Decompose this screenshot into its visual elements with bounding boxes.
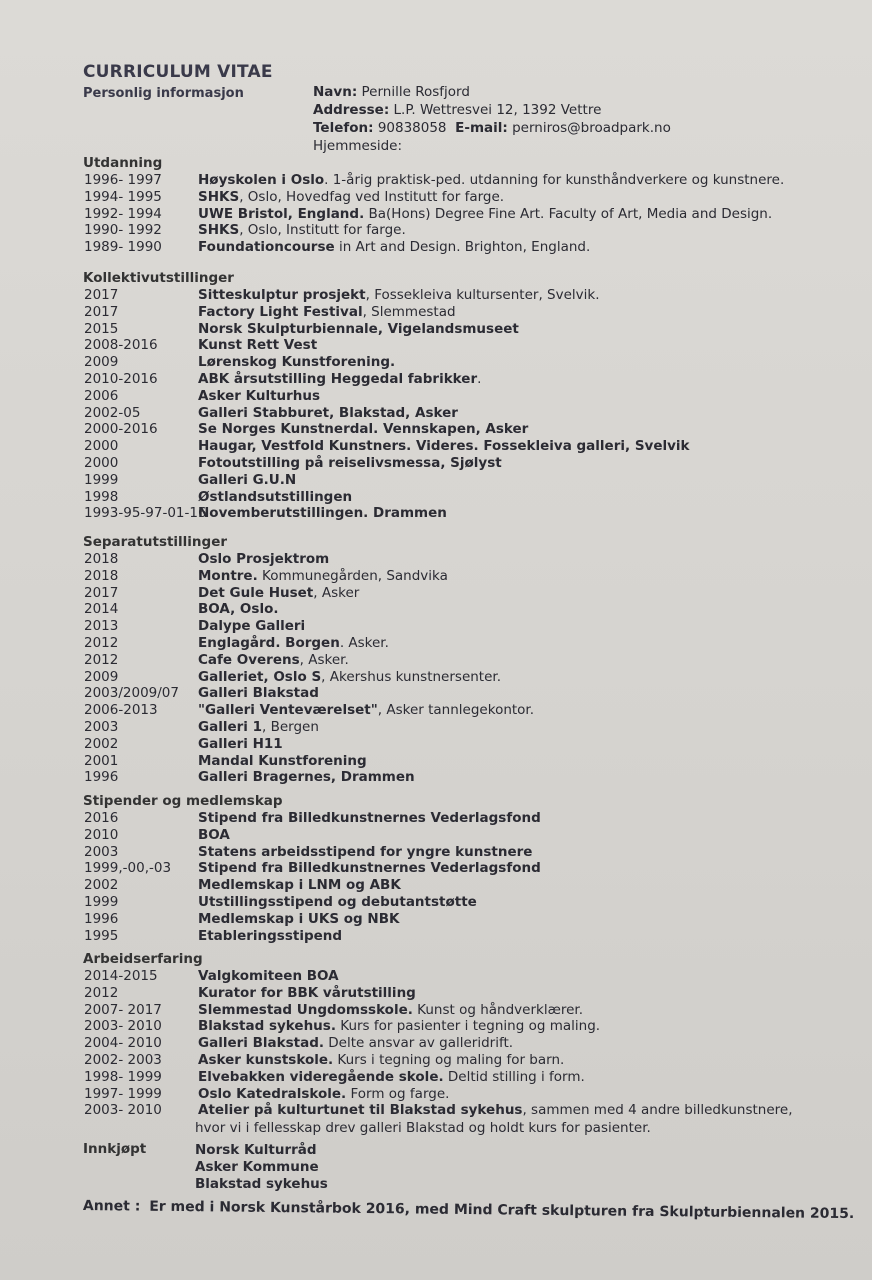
group-exhibitions-heading: Kollektivutstillinger: [83, 270, 234, 286]
entry-description: [198, 551, 329, 567]
entry-detail: Kunst og håndverklærer.: [412, 1001, 583, 1018]
entry-year: 2006: [84, 387, 119, 404]
footer-text: Er med i Norsk Kunstårbok 2016, med Mind Craft skulpturen fra Skulpturbiennalen 2015.: [149, 1198, 855, 1223]
entry-year: 2003: [84, 843, 119, 860]
entry-year: 1996- 1997: [84, 172, 162, 188]
entry-name: ABK årsutstilling Heggedal fabrikker: [198, 370, 478, 387]
contact-row: [313, 119, 671, 137]
entry-year: 2004- 2010: [84, 1035, 162, 1052]
entry-year: 1998: [84, 488, 119, 505]
entry-description: [198, 753, 367, 769]
homepage-label: Hjemmeside:: [313, 138, 403, 154]
entry-description: [198, 894, 477, 910]
entry-description: [198, 1102, 793, 1118]
entry-detail: , Bergen: [261, 718, 319, 735]
entry-year: 2002: [84, 877, 119, 894]
entry-name: Statens arbeidsstipend for yngre kunstnere: [198, 843, 533, 860]
email-label: E-mail:: [455, 120, 508, 136]
entry-year: 2012: [84, 651, 119, 668]
entry-year: 2006-2013: [84, 702, 158, 719]
entry-year: 2000: [84, 454, 119, 471]
entry-name: "Galleri Venteværelset": [198, 702, 378, 719]
work-heading: Arbeidserfaring: [83, 951, 203, 967]
entry-description: [198, 505, 447, 521]
email-value: perniros@broadpark.no: [512, 120, 671, 136]
entry-name: Galleri Stabburet, Blakstad, Asker: [198, 404, 458, 421]
entry-year: 2000: [84, 438, 119, 455]
entry-detail: , Asker: [313, 584, 360, 601]
entry-name: Galleri G.U.N: [198, 471, 297, 488]
entry-detail: . 1-årig praktisk-ped. utdanning for kunsthåndverkere og kunstnere.: [324, 172, 785, 188]
personal-info-block: [313, 83, 671, 155]
entry-description: [198, 911, 399, 927]
entry-year: 2012: [84, 984, 119, 1001]
entry-name: Etableringsstipend: [198, 927, 343, 944]
entry-name: Utstillingsstipend og debutantstøtte: [198, 893, 477, 910]
entry-year: 1999,-00,-03: [84, 860, 172, 877]
entry-name: Elvebakken videregående skole.: [198, 1068, 444, 1085]
entry-detail: .: [477, 370, 482, 387]
entry-name: Dalype Galleri: [198, 618, 306, 635]
entry-description: [198, 1002, 583, 1018]
entry-detail: in Art and Design. Brighton, England.: [334, 239, 591, 256]
entry-name: Galleriet, Oslo S: [198, 668, 322, 685]
entry-name: Factory Light Festival: [198, 303, 363, 320]
entry-name: Medlemskap i UKS og NBK: [198, 910, 400, 927]
purchased-item: Blakstad sykehus: [195, 1176, 328, 1192]
entry-description: [198, 455, 502, 471]
entry-description: [198, 568, 448, 584]
entry-description: [198, 769, 415, 785]
entry-name: Kunst Rett Vest: [198, 337, 318, 354]
entry-name: Mandal Kunstforening: [198, 752, 367, 769]
entry-detail: , Asker tannlegekontor.: [377, 702, 535, 719]
entry-description: [198, 421, 528, 437]
entry-name: Det Gule Huset: [198, 584, 314, 601]
entry-name: Østlandsutstillingen: [198, 488, 353, 505]
name-label: Navn:: [313, 84, 358, 100]
entry-year: 1989- 1990: [84, 239, 162, 256]
entry-detail: , Fossekleiva kultursenter, Svelvik.: [365, 287, 600, 303]
entry-name: Asker kunstskole.: [198, 1051, 334, 1068]
entry-detail: Kommunegården, Sandvika: [257, 567, 448, 584]
entry-year: 1999: [84, 471, 119, 488]
entry-description: [198, 860, 541, 876]
entry-detail: Deltid stilling i form.: [443, 1068, 585, 1085]
entry-description: [198, 472, 296, 488]
solo-exhibitions-heading: Separatutstillinger: [83, 534, 228, 550]
address-row: [313, 101, 671, 119]
entry-description: [198, 405, 458, 421]
entry-year: 2000-2016: [84, 421, 158, 438]
entry-name: Lørenskog Kunstforening.: [198, 354, 396, 371]
entry-year: 2001: [84, 752, 119, 769]
entry-year: 2002-05: [84, 404, 141, 421]
entry-description: [198, 337, 317, 353]
entry-description: [198, 304, 456, 320]
entry-name: Atelier på kulturtunet til Blakstad sykehus: [198, 1102, 523, 1119]
entry-description: [198, 1035, 513, 1051]
entry-name: Galleri Blakstad: [198, 685, 319, 702]
entry-year: 2010: [84, 826, 119, 843]
entry-description: [198, 371, 481, 387]
entry-name: Galleri Bragernes, Drammen: [198, 769, 415, 786]
entry-year: 1999: [84, 893, 119, 910]
entry-description: [198, 810, 541, 826]
entry-name: Englagård. Borgen: [198, 634, 340, 651]
name-row: [313, 83, 671, 101]
entry-description: [198, 985, 416, 1001]
entry-detail: Ba(Hons) Degree Fine Art. Faculty of Art, Media and Design.: [364, 205, 773, 222]
entry-description: [198, 321, 519, 337]
entry-name: SHKS: [198, 222, 240, 239]
entry-detail: , Oslo, Hovedfag ved Institutt for farge.: [239, 188, 505, 205]
entry-year: 1993-95-97-01-16: [84, 505, 207, 522]
phone-value: 90838058: [377, 120, 447, 136]
entry-year: 2009: [84, 668, 119, 685]
entry-name: Valgkomiteen BOA: [198, 968, 339, 984]
entry-description: [198, 239, 590, 255]
entry-name: SHKS: [198, 188, 240, 205]
entry-description: [198, 489, 352, 505]
entry-name: Cafe Overens: [198, 651, 300, 668]
entry-detail: . Asker.: [339, 634, 389, 651]
entry-year: 2018: [84, 567, 119, 584]
entry-name: Stipend fra Billedkunstnernes Vederlagsfond: [198, 810, 541, 826]
footer-label: Annet :: [82, 1198, 141, 1215]
address-label: Addresse:: [313, 102, 390, 118]
entry-detail: , Asker.: [299, 651, 349, 668]
work-continuation: hvor vi i fellesskap drev galleri Blakstad og holdt kurs for pasienter.: [195, 1120, 651, 1136]
entry-year: 1995: [84, 927, 119, 944]
entry-description: [198, 685, 319, 701]
entry-name: Norsk Skulpturbiennale, Vigelandsmuseet: [198, 320, 519, 337]
address-value: L.P. Wettresvei 12, 1392 Vettre: [393, 102, 602, 118]
entry-year: 1996: [84, 910, 119, 927]
entry-description: [198, 601, 278, 617]
entry-year: 2009: [84, 354, 119, 371]
entry-year: 2017: [84, 303, 119, 320]
entry-description: [198, 388, 320, 404]
entry-year: 2002- 2003: [84, 1051, 162, 1068]
entry-name: Galleri 1: [198, 718, 262, 735]
page-title: CURRICULUM VITAE: [83, 62, 273, 82]
entry-year: 2003- 2010: [84, 1018, 162, 1035]
entry-name: Slemmestad Ungdomsskole.: [198, 1001, 413, 1018]
entry-year: 2008-2016: [84, 337, 158, 354]
entry-description: [198, 669, 501, 685]
entry-name: Sitteskulptur prosjekt: [198, 287, 366, 303]
entry-name: Galleri H11: [198, 735, 283, 752]
purchased-heading: Innkjøpt: [83, 1141, 147, 1157]
entry-year: 2013: [84, 618, 119, 635]
entry-description: [198, 736, 283, 752]
entry-year: 1990- 1992: [84, 222, 162, 239]
entry-description: [198, 877, 401, 893]
entry-description: [198, 618, 305, 634]
entry-detail: , Akershus kunstnersenter.: [321, 668, 502, 685]
entry-description: [198, 635, 389, 651]
entry-description: [198, 222, 406, 238]
entry-detail: Kurs for pasienter i tegning og maling.: [335, 1018, 601, 1035]
entry-year: 2003: [84, 718, 119, 735]
footer-note: [83, 1198, 854, 1222]
entry-name: BOA, Oslo.: [198, 601, 279, 618]
entry-description: [198, 827, 230, 843]
education-heading: Utdanning: [83, 155, 163, 171]
personal-info-heading: Personlig informasjon: [83, 86, 244, 101]
entry-year: 1998- 1999: [84, 1068, 162, 1085]
entry-description: [198, 702, 534, 718]
entry-year: 1994- 1995: [84, 188, 162, 205]
phone-label: Telefon:: [313, 120, 374, 136]
entry-year: 2018: [84, 551, 119, 567]
entry-description: [198, 287, 600, 303]
entry-year: 2002: [84, 735, 119, 752]
entry-name: Asker Kulturhus: [198, 387, 321, 404]
entry-description: [198, 172, 784, 188]
entry-detail: , Slemmestad: [362, 303, 456, 320]
entry-detail: , Oslo, Institutt for farge.: [239, 222, 406, 239]
entry-name: Høyskolen i Oslo: [198, 172, 325, 188]
entry-description: [198, 928, 342, 944]
entry-detail: Form og farge.: [346, 1085, 450, 1102]
homepage-row: [313, 137, 671, 155]
entry-name: Blakstad sykehus.: [198, 1018, 336, 1035]
entry-description: [198, 1018, 600, 1034]
entry-name: Se Norges Kunstnerdal. Vennskapen, Asker: [198, 421, 529, 438]
entry-name: Montre.: [198, 567, 258, 584]
entry-name: Stipend fra Billedkunstnernes Vederlagsfond: [198, 860, 541, 877]
entry-year: 2012: [84, 634, 119, 651]
entry-detail: Kurs i tegning og maling for barn.: [333, 1051, 565, 1068]
entry-description: [198, 189, 504, 205]
entry-name: Foundationcourse: [198, 239, 335, 256]
entry-name: Oslo Prosjektrom: [198, 551, 330, 567]
entry-description: [198, 968, 339, 984]
entry-year: 2016: [84, 810, 119, 826]
entry-name: Galleri Blakstad.: [198, 1035, 324, 1052]
entry-description: [198, 354, 395, 370]
entry-description: [198, 719, 319, 735]
purchased-list: [195, 1142, 328, 1193]
entry-year: 2017: [84, 287, 119, 303]
entry-year: 1992- 1994: [84, 205, 162, 222]
entry-name: Kurator for BBK vårutstilling: [198, 984, 416, 1001]
entry-description: [198, 438, 690, 454]
entry-description: [198, 206, 772, 222]
entry-description: [198, 652, 349, 668]
entry-name: Haugar, Vestfold Kunstners. Videres. Fossekleiva galleri, Svelvik: [198, 438, 690, 455]
entry-description: [198, 844, 532, 860]
entry-year: 2010-2016: [84, 370, 158, 387]
entry-name: UWE Bristol, England.: [198, 205, 365, 222]
name-value: Pernille Rosfjord: [361, 84, 470, 100]
entry-name: Oslo Katedralskole.: [198, 1085, 347, 1102]
purchased-item: Asker Kommune: [195, 1159, 319, 1175]
entry-name: BOA: [198, 826, 230, 843]
entry-detail: Delte ansvar av galleridrift.: [323, 1035, 514, 1052]
entry-year: 1997- 1999: [84, 1085, 162, 1102]
entry-description: [198, 1052, 564, 1068]
entry-name: Novemberutstillingen. Drammen: [198, 505, 447, 522]
entry-year: 1996: [84, 769, 119, 786]
purchased-item: Norsk Kulturråd: [195, 1142, 317, 1158]
entry-year: 2003/2009/07: [84, 685, 179, 702]
entry-year: 2017: [84, 584, 119, 601]
entry-year: 2014: [84, 601, 119, 618]
entry-year: 2003- 2010: [84, 1102, 162, 1119]
entry-name: Fotoutstilling på reiselivsmessa, Sjølyst: [198, 454, 502, 471]
entry-name: Medlemskap i LNM og ABK: [198, 877, 401, 894]
entry-detail: , sammen med 4 andre billedkunstnere,: [522, 1102, 793, 1119]
grants-heading: Stipender og medlemskap: [83, 793, 283, 809]
entry-year: 2007- 2017: [84, 1001, 162, 1018]
entry-year: 2015: [84, 320, 119, 337]
entry-description: [198, 585, 359, 601]
entry-description: [198, 1069, 585, 1085]
entry-year: 2014-2015: [84, 968, 158, 984]
entry-description: [198, 1086, 449, 1102]
